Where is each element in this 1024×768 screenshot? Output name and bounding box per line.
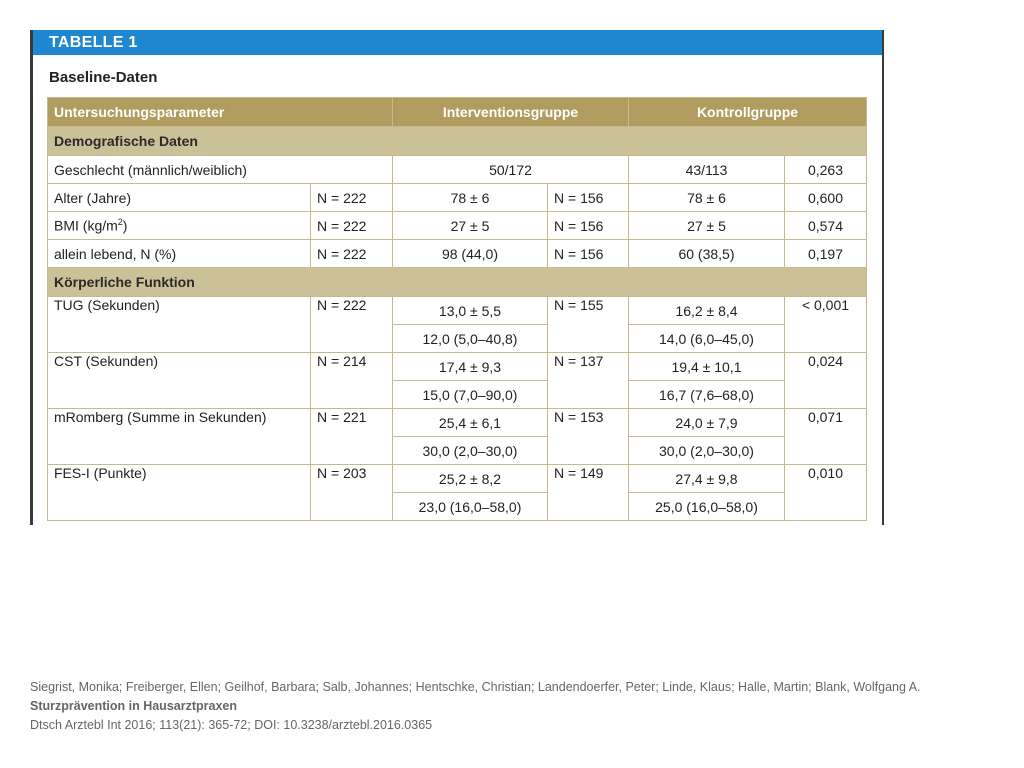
interv-n: N = 203: [311, 465, 393, 521]
citation-authors: Siegrist, Monika; Freiberger, Ellen; Geilhof, Barbara; Salb, Johannes; Hentschke, Christian; Landendoerfer, Peter; Linde, Klaus; Halle, Martin; Blank, Wolfgang A.: [30, 680, 921, 694]
section-row-physical: [48, 268, 867, 297]
col-header-intervention: Interventionsgruppe: [393, 98, 629, 127]
ctrl-mean: 16,2 ± 8,4: [629, 297, 785, 325]
table-figure: [30, 30, 884, 525]
p-value: 0,263: [785, 156, 867, 184]
ctrl-median: 16,7 (7,6–68,0): [629, 381, 785, 409]
interv-mean: 17,4 ± 9,3: [393, 353, 548, 381]
ctrl-median: 30,0 (2,0–30,0): [629, 437, 785, 465]
table-row-sex: [48, 156, 867, 184]
section-label: Körperliche Funktion: [48, 268, 867, 297]
ctrl-value: 27 ± 5: [629, 212, 785, 240]
ctrl-n: N = 156: [548, 212, 629, 240]
ctrl-median: 25,0 (16,0–58,0): [629, 493, 785, 521]
ctrl-n: N = 155: [548, 297, 629, 353]
interv-mean: 25,2 ± 8,2: [393, 465, 548, 493]
interv-n: N = 222: [311, 297, 393, 353]
interv-n: N = 222: [311, 184, 393, 212]
interv-median: 23,0 (16,0–58,0): [393, 493, 548, 521]
col-header-parameter: Untersuchungsparameter: [48, 98, 393, 127]
table-row-romberg: [48, 409, 867, 437]
ctrl-n: N = 149: [548, 465, 629, 521]
interv-median: 12,0 (5,0–40,8): [393, 325, 548, 353]
table-row-alone: [48, 240, 867, 268]
row-label: Alter (Jahre): [48, 184, 311, 212]
p-value: 0,010: [785, 465, 867, 521]
interv-value: 98 (44,0): [393, 240, 548, 268]
interv-n: N = 222: [311, 212, 393, 240]
column-header-row: [48, 98, 867, 127]
citation-journal: Dtsch Arztebl Int 2016; 113(21): 365-72; DOI: 10.3238/arztebl.2016.0365: [30, 718, 433, 732]
ctrl-mean: 24,0 ± 7,9: [629, 409, 785, 437]
p-value: 0,600: [785, 184, 867, 212]
ctrl-value: 60 (38,5): [629, 240, 785, 268]
table-row-tug: [48, 297, 867, 325]
table-row-age: [48, 184, 867, 212]
ctrl-mean: 27,4 ± 9,8: [629, 465, 785, 493]
p-value: < 0,001: [785, 297, 867, 353]
table-row-cst: [48, 353, 867, 381]
row-label: CST (Sekunden): [48, 353, 311, 409]
interv-n: N = 221: [311, 409, 393, 465]
table-header-bar: [30, 30, 884, 55]
p-value: 0,197: [785, 240, 867, 268]
p-value: 0,071: [785, 409, 867, 465]
ctrl-median: 14,0 (6,0–45,0): [629, 325, 785, 353]
interv-mean: 25,4 ± 6,1: [393, 409, 548, 437]
row-label: mRomberg (Summe in Sekunden): [48, 409, 311, 465]
interv-n: N = 214: [311, 353, 393, 409]
interv-value: 27 ± 5: [393, 212, 548, 240]
citation: [30, 678, 921, 735]
p-value: 0,574: [785, 212, 867, 240]
table-row-fes: [48, 465, 867, 493]
col-header-control: Kontrollgruppe: [629, 98, 867, 127]
ctrl-n: N = 137: [548, 353, 629, 409]
baseline-table: [47, 97, 867, 521]
ctrl-n: N = 156: [548, 184, 629, 212]
interv-mean: 13,0 ± 5,5: [393, 297, 548, 325]
ctrl-n: N = 156: [548, 240, 629, 268]
table-title: Baseline-Daten: [49, 69, 158, 86]
figure-left-border: [30, 30, 33, 525]
citation-title: Sturzprävention in Hausarztpraxen: [30, 699, 237, 713]
ctrl-value: 78 ± 6: [629, 184, 785, 212]
interv-value: 78 ± 6: [393, 184, 548, 212]
row-label: TUG (Sekunden): [48, 297, 311, 353]
row-label: FES-I (Punkte): [48, 465, 311, 521]
section-label: Demografische Daten: [48, 127, 867, 156]
section-row-demographics: [48, 127, 867, 156]
row-label: BMI $(kg/m^2)$: [48, 212, 311, 240]
row-label: allein lebend, N (%): [48, 240, 311, 268]
interv-median: 30,0 (2,0–30,0): [393, 437, 548, 465]
figure-right-border: [882, 30, 884, 525]
interv-median: 15,0 (7,0–90,0): [393, 381, 548, 409]
interv-value: 50/172: [393, 156, 629, 184]
table-row-bmi: [48, 212, 867, 240]
p-value: 0,024: [785, 353, 867, 409]
ctrl-mean: 19,4 ± 10,1: [629, 353, 785, 381]
table-number: TABELLE 1: [49, 34, 138, 51]
row-label: Geschlecht (männlich/weiblich): [48, 156, 393, 184]
interv-n: N = 222: [311, 240, 393, 268]
ctrl-n: N = 153: [548, 409, 629, 465]
ctrl-value: 43/113: [629, 156, 785, 184]
